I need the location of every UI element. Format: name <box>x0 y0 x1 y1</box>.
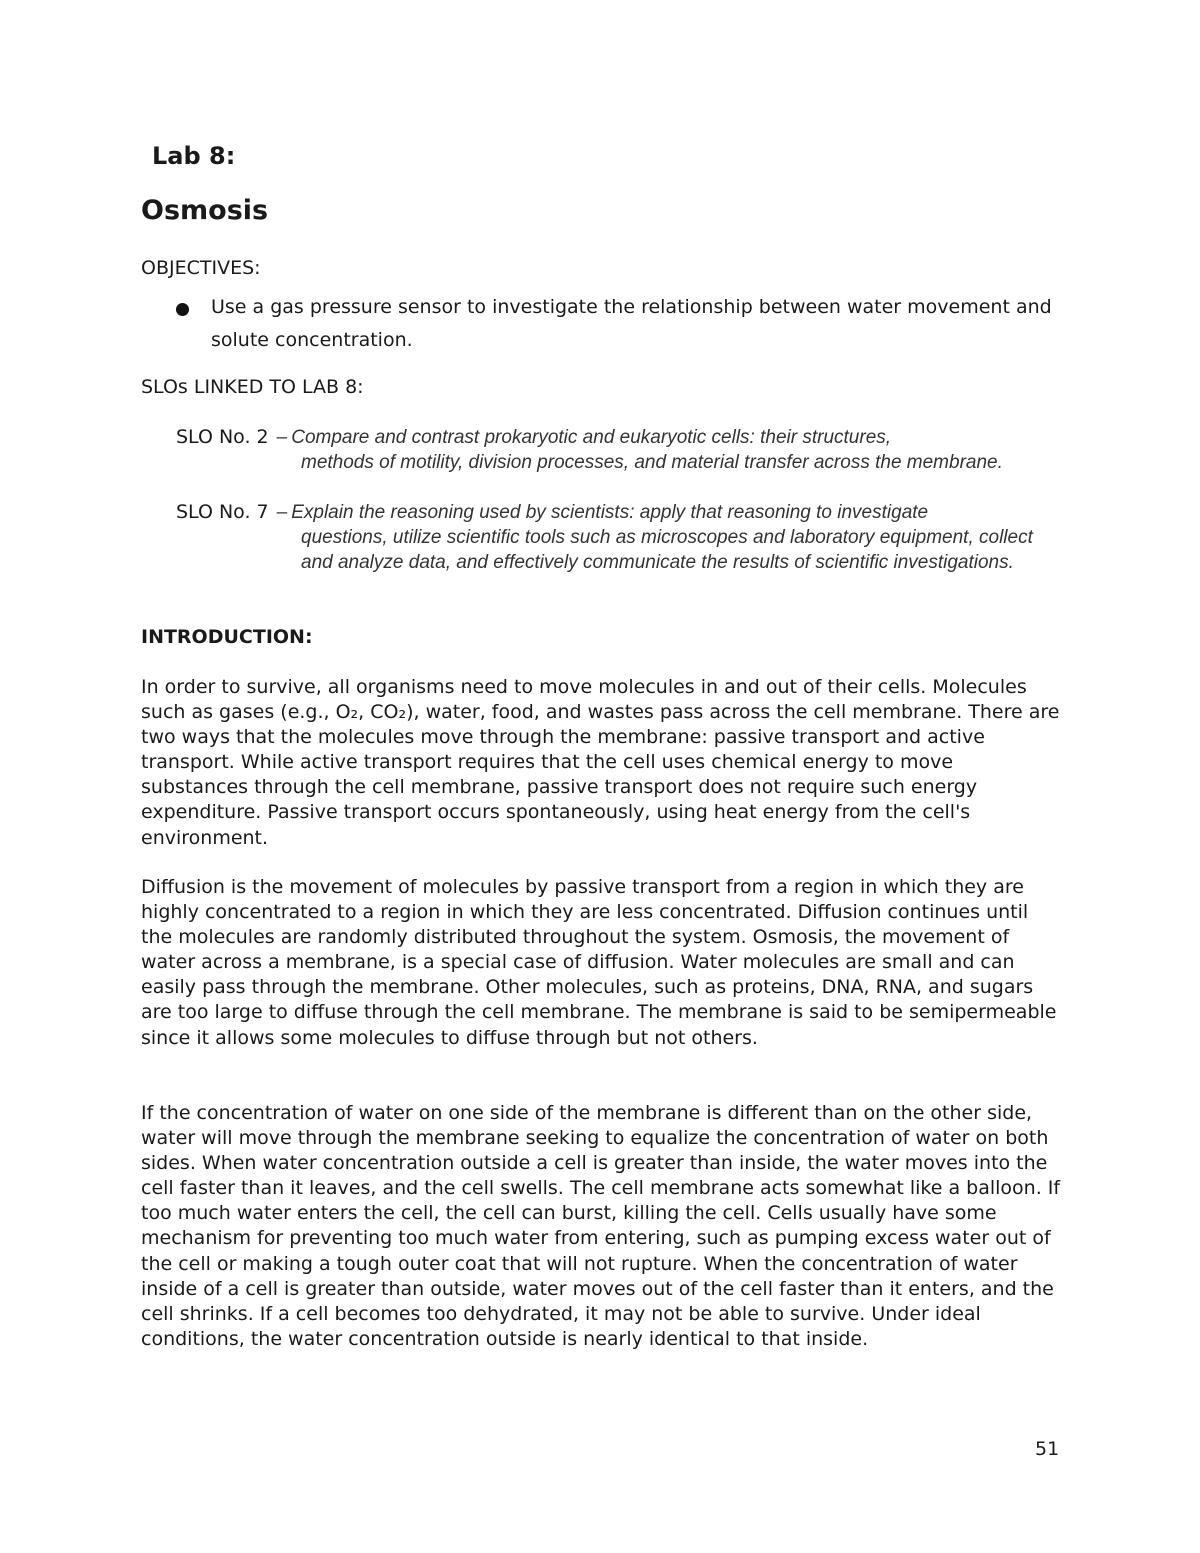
slo-text-first: Compare and contrast prokaryotic and eukaryotic cells: their structures, <box>291 427 892 448</box>
slo-item <box>176 500 1056 575</box>
objective-text: Use a gas pressure sensor to investigate the relationship between water movement and solute concentration. <box>211 296 1052 351</box>
bullet-icon <box>176 303 189 316</box>
slo-text-rest: methods of motility, division processes, and material transfer across the membrane. <box>301 452 1003 473</box>
slo-text-first: Explain the reasoning used by scientists: apply that reasoning to investigate <box>291 502 929 523</box>
slo-dash: – <box>276 502 288 523</box>
slo-item <box>176 425 1056 475</box>
slo-text-rest: questions, utilize scientific tools such as microscopes and laboratory equipment, collect and analyze data, and effectively communicate the results of scientific investigations. <box>301 527 1033 573</box>
slo-label: SLO No. 7 <box>176 501 269 523</box>
intro-paragraph: Diffusion is the movement of molecules by passive transport from a region in which they are highly concentrated to a region in which they are less concentrated. Diffusion continues until the molecules are randomly distributed throughout the system. Osmosis, the movement of water across a membrane, is a special case of diffusion. Water molecules are small and can easily pass through the membrane. Other molecules, such as proteins, DNA, RNA, and sugars are too large to diffuse through the cell membrane. The membrane is said to be semipermeable since it allows some molecules to diffuse through but not others. <box>141 876 1057 1049</box>
slo-label: SLO No. 2 <box>176 426 269 448</box>
page-number: 51 <box>1035 1438 1060 1460</box>
lab-title: Osmosis <box>141 195 269 226</box>
slo-dash: – <box>276 427 288 448</box>
intro-paragraph: In order to survive, all organisms need to move molecules in and out of their cells. Molecules such as gases (e.g., O₂, CO₂), water, food, and wastes pass across the cell membrane. There are two ways that the molecules move through the membrane: passive transport and active transport. While active transport requires that the cell uses chemical energy to move substances through the cell membrane, passive transport does not require such energy expenditure. Passive transport occurs spontaneously, using heat energy from the cell's environment. <box>141 676 1060 849</box>
intro-paragraph: If the concentration of water on one side of the membrane is different than on the other side, water will move through the membrane seeking to equalize the concentration of water on both sides. When water concentration outside a cell is greater than inside, the water moves into the cell faster than it leaves, and the cell swells. The cell membrane acts somewhat like a balloon. If too much water enters the cell, the cell can burst, killing the cell. Cells usually have some mechanism for preventing too much water from entering, such as pumping excess water out of the cell or making a tough outer coat that will not rupture. When the concentration of water inside of a cell is greater than outside, water moves out of the cell faster than it enters, and the cell shrinks. If a cell becomes too dehydrated, it may not be able to survive. Under ideal conditions, the water concentration outside is nearly identical to that inside. <box>141 1102 1061 1350</box>
slo-heading: SLOs LINKED TO LAB 8: <box>141 376 364 398</box>
objectives-heading: OBJECTIVES: <box>141 257 261 279</box>
lab-number: Lab 8: <box>152 142 236 170</box>
introduction-heading: INTRODUCTION: <box>141 626 313 648</box>
objective-item <box>176 291 1056 357</box>
objectives-list <box>176 291 1056 357</box>
